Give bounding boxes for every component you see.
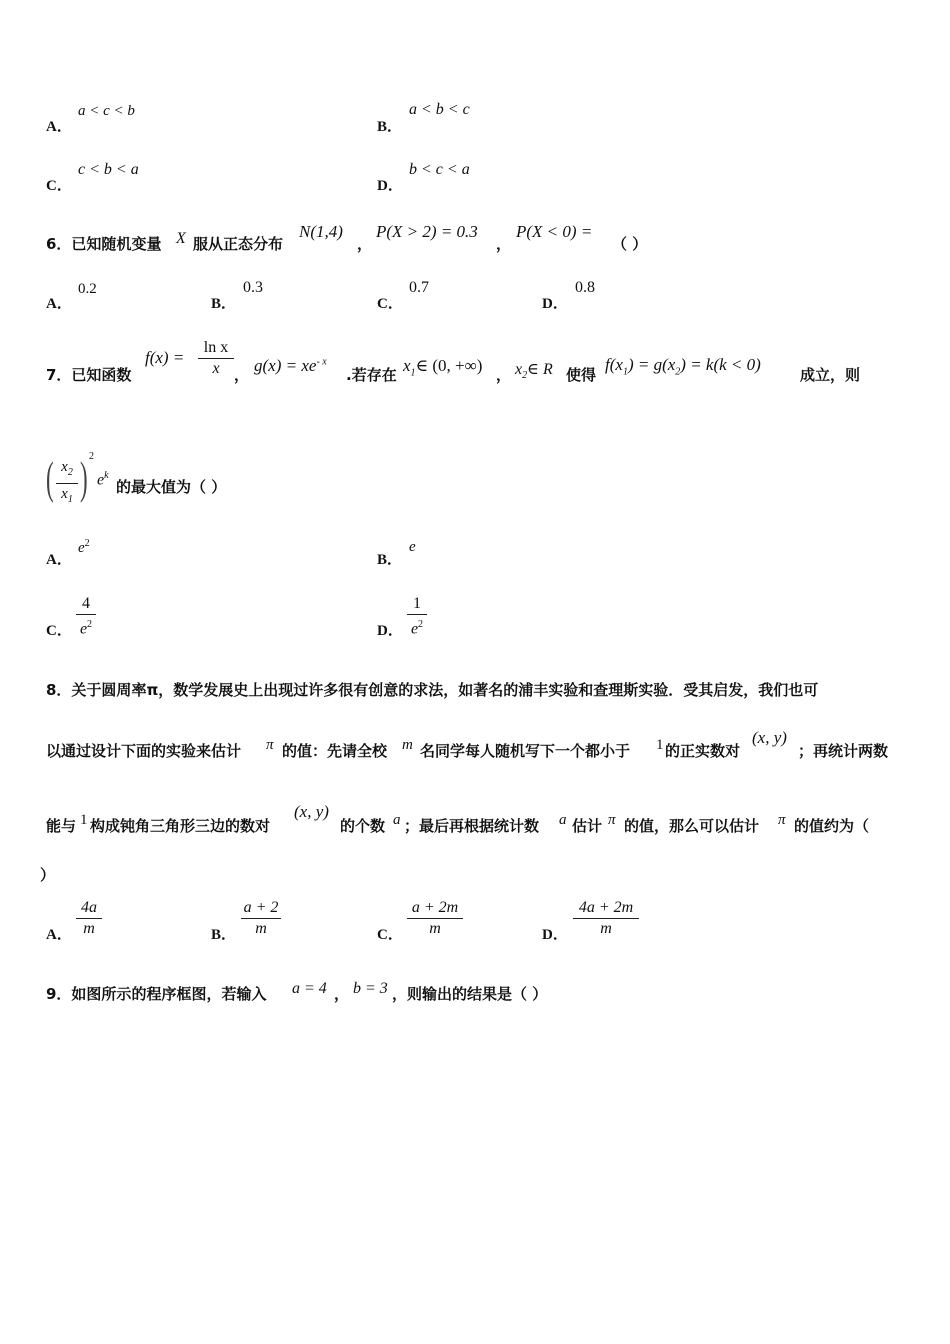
q7-x2: x <box>515 361 523 378</box>
q7-ratio-den-sub: 1 <box>67 494 73 505</box>
q7-right-paren: ) <box>80 452 88 503</box>
q7-sep-1: ， <box>234 366 250 384</box>
q6-option-a-expr: 0.2 <box>78 281 97 297</box>
q7-exp-e-k: k <box>104 470 109 481</box>
q6-sep-2: ， <box>496 235 512 253</box>
q7-option-a-label: A． <box>46 552 72 568</box>
q8-l2-one: 1 <box>656 737 664 753</box>
q8-l2-text-1: 以通过设计下面的实验来估计 <box>46 742 242 760</box>
q6-dist: N(1,4) <box>299 222 343 241</box>
q7-ratio-num-sub: 2 <box>67 467 73 478</box>
q7-option-c-den-sup: 2 <box>87 619 93 630</box>
q8-l3-text-4: ；最后再根据统计数 <box>404 817 540 835</box>
q8-option-d-den: m <box>600 920 612 937</box>
q7-x1-domain <box>403 356 482 378</box>
q7-option-b-expr: e <box>409 539 416 555</box>
q8-line-4: ） <box>40 866 56 884</box>
q8-l3-pair: (x, y) <box>294 802 329 821</box>
q7-cond-3: ) = k(k < 0) <box>680 355 761 374</box>
q7-option-c-den <box>76 615 96 639</box>
q8-l2-text-5: ；再统计两数 <box>798 742 889 760</box>
q8-l3-one: 1 <box>80 812 88 828</box>
q7-f-den: x <box>212 360 220 377</box>
q8-l3-text-7: 的值约为（ <box>794 817 870 835</box>
q8-option-c-num: a + 2m <box>411 899 459 916</box>
q6-prob-1: P(X > 2) = 0.3 <box>376 222 478 241</box>
q7-cond-sub1: 1 <box>622 366 628 378</box>
q8-option-c-den: m <box>429 920 441 937</box>
q9-text-1: 9．如图所示的程序框图，若输入 <box>46 985 267 1003</box>
q8-option-a-den: m <box>83 920 95 937</box>
q8-l3-text-1: 能与 <box>46 817 77 835</box>
q7-x1-rest: ∈ (0, +∞) <box>415 356 483 375</box>
q7-ratio-den <box>56 484 78 510</box>
q7-option-a-base: e <box>78 540 85 556</box>
q5-option-c-label: C． <box>46 178 72 194</box>
q9-text-2: ，则输出的结果是（ ） <box>392 985 548 1003</box>
q8-l2-text-2: 的值：先请全校 <box>282 742 388 760</box>
q7-option-d-num: 1 <box>413 595 421 612</box>
q9-sep: ， <box>334 985 350 1003</box>
q6-text-2: 服从正态分布 <box>193 235 284 253</box>
q7-text-5: 的最大值为（ ） <box>116 478 227 496</box>
q5-option-b-label: B． <box>377 119 403 135</box>
q7-option-c-num: 4 <box>82 595 90 612</box>
q7-g <box>254 356 327 376</box>
q7-option-d-den-sup: 2 <box>418 619 424 630</box>
q6-option-d-expr: 0.8 <box>575 279 595 296</box>
q8-option-c-label: C． <box>377 927 403 943</box>
q7-text-3: 使得 <box>566 366 597 384</box>
q7-ratio <box>56 457 78 510</box>
q8-l2-m: m <box>402 737 413 753</box>
q8-option-a-label: A． <box>46 927 72 943</box>
q6-text-1: 6．已知随机变量 <box>46 235 162 253</box>
q7-option-a-expr <box>78 538 90 557</box>
q7-cond-1: f(x <box>605 355 623 374</box>
q8-l3-text-5: 估计 <box>572 817 603 835</box>
q8-l2-pi: π <box>266 737 274 753</box>
q7-g-lhs: g(x) = xe <box>254 356 317 375</box>
q7-f-num: ln x <box>203 339 229 356</box>
q7-text-4: 成立，则 <box>800 366 861 384</box>
q8-l2-text-3: 名同学每人随机写下一个都小于 <box>420 742 631 760</box>
q6-var-x: X <box>176 230 186 247</box>
q7-x1: x <box>403 356 411 375</box>
q8-l3-pi: π <box>608 812 616 828</box>
q7-text-1: 7．已知函数 <box>46 366 132 384</box>
q6-option-c-expr: 0.7 <box>409 279 429 296</box>
q7-f-lhs: f(x) = <box>145 348 185 367</box>
q8-option-a-num: 4a <box>81 899 97 916</box>
q7-ratio-num-x: x <box>61 459 68 475</box>
q9-input-a: a = 4 <box>292 980 327 997</box>
q5-option-a-expr: a < c < b <box>78 103 135 119</box>
q6-prob-2: P(X < 0) = <box>516 222 593 241</box>
q8-option-c-fraction <box>407 898 463 939</box>
q7-x2-rest: ∈ R <box>527 361 553 378</box>
q8-l3-text-2: 构成钝角三角形三边的数对 <box>90 817 271 835</box>
q8-option-b-label: B． <box>211 927 237 943</box>
q8-option-a-fraction <box>76 898 102 939</box>
q8-l2-text-4: 的正实数对 <box>665 742 741 760</box>
q6-option-a-label: A． <box>46 296 72 312</box>
q6-option-d-label: D． <box>542 296 568 312</box>
q6-option-b-label: B． <box>211 296 237 312</box>
q8-option-b-fraction <box>241 898 281 939</box>
q8-line-1: 8．关于圆周率π，数学发展史上出现过许多很有创意的求法，如著名的浦丰实验和查理斯实验．受其启发，我们也可 <box>46 681 819 699</box>
q7-left-paren: ( <box>46 452 54 503</box>
q7-exp-e-base: e <box>97 471 105 489</box>
q7-option-c-label: C． <box>46 623 72 639</box>
q8-option-d-num: 4a + 2m <box>578 899 634 916</box>
q8-l3-pi2: π <box>778 812 786 828</box>
q7-power: 2 <box>89 451 94 462</box>
q7-cond-2: ) = g(x <box>627 355 676 374</box>
q7-option-a-sup: 2 <box>84 538 90 549</box>
q9-input-b: b = 3 <box>353 980 388 997</box>
q8-l2-pair: (x, y) <box>752 728 787 747</box>
q7-option-b-label: B． <box>377 552 403 568</box>
q8-l3-a: a <box>393 812 401 828</box>
q7-option-d-fraction <box>407 594 427 639</box>
q8-option-d-fraction <box>573 898 639 939</box>
q6-option-c-label: C． <box>377 296 403 312</box>
q7-option-d-den <box>407 615 427 639</box>
q6-blank: （ ） <box>612 235 648 253</box>
q7-exp-e <box>97 470 109 489</box>
q5-option-c-expr: c < b < a <box>78 161 139 178</box>
q5-option-d-label: D． <box>377 178 403 194</box>
q7-option-d-den-base: e <box>410 620 419 638</box>
q7-cond-sub2: 2 <box>675 366 681 378</box>
q7-g-sup: - x <box>316 356 327 368</box>
q7-option-c-den-base: e <box>79 620 88 638</box>
q8-option-b-num: a + 2 <box>243 899 279 916</box>
q7-f-fraction <box>198 338 234 379</box>
q8-option-d-label: D． <box>542 927 568 943</box>
q7-x1-sub: 1 <box>410 367 416 379</box>
q7-sep-2: ， <box>496 366 512 384</box>
q7-x2-domain <box>515 359 553 381</box>
q7-ratio-num <box>56 457 78 483</box>
q6-sep-1: ， <box>357 235 373 253</box>
q5-option-b-expr: a < b < c <box>409 101 470 118</box>
q7-x2-sub: 2 <box>522 370 528 382</box>
q5-option-d-expr: b < c < a <box>409 161 470 178</box>
q5-option-a-label: A． <box>46 119 72 135</box>
q8-option-b-den: m <box>255 920 267 937</box>
q6-option-b-expr: 0.3 <box>243 279 263 296</box>
q7-ratio-den-x: x <box>61 486 68 502</box>
q7-condition <box>605 355 761 377</box>
q8-l3-text-3: 的个数 <box>340 817 386 835</box>
q7-text-2: .若存在 <box>346 366 397 384</box>
q8-l3-text-6: 的值，那么可以估计 <box>624 817 760 835</box>
q7-option-c-fraction <box>76 594 96 639</box>
q8-l3-a2: a <box>559 812 567 828</box>
q7-option-d-label: D． <box>377 623 403 639</box>
